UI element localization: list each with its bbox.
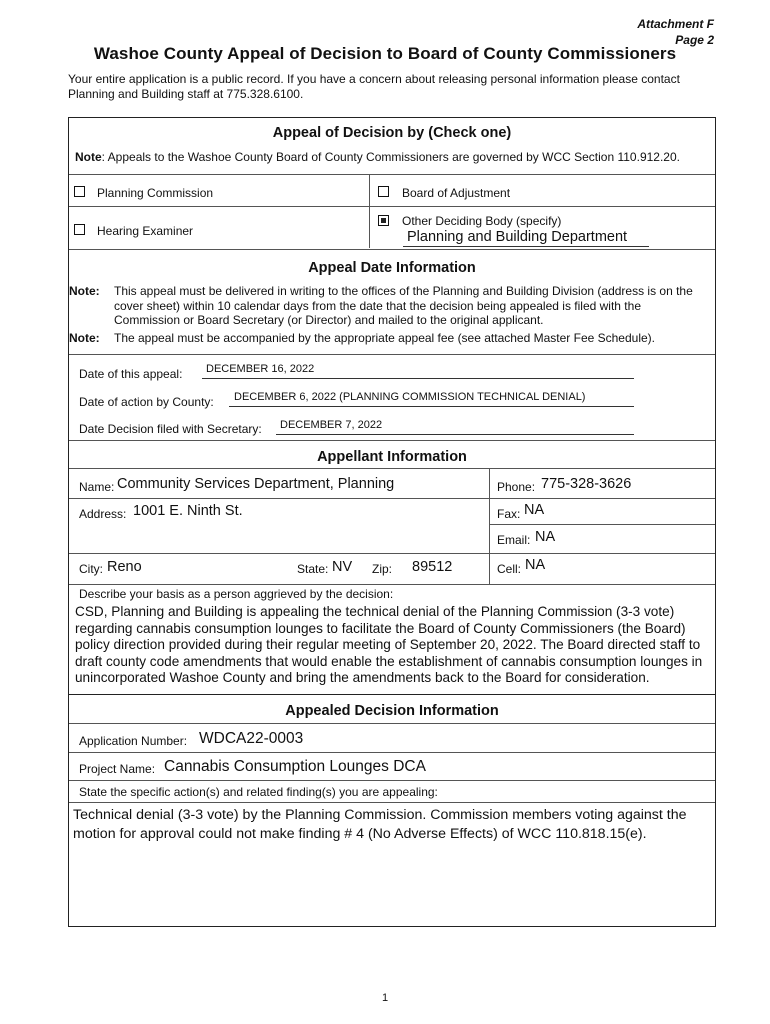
email-value[interactable]: NA xyxy=(535,529,556,545)
city-label: City: xyxy=(79,562,103,576)
planning-commission-checkbox[interactable] xyxy=(74,186,85,197)
basis-text[interactable]: CSD, Planning and Building is appealing the technical denial of the Planning Commission (3-3 vote) regarding cannabis consumption lounges to facilitate the Board of County Commissioners (the Board) policy direction provided during their regular meeting of September 20, 2022. The Board directed staff to draft county code amendments that would enable the establishment of cannabis consumption lounges in unincorporated Washoe County and bring the amendments back to the Board for consideration. xyxy=(75,604,703,685)
underline xyxy=(403,246,649,247)
divider xyxy=(489,468,490,584)
divider xyxy=(489,524,715,525)
project-name-value[interactable]: Cannabis Consumption Lounges DCA xyxy=(164,758,426,775)
date-of-appeal-value[interactable]: DECEMBER 16, 2022 xyxy=(206,363,315,375)
underline xyxy=(202,378,634,379)
planning-commission-label: Planning Commission xyxy=(97,186,214,200)
page-title: Washoe County Appeal of Decision to Board of County Commissioners xyxy=(93,44,677,63)
date-filed-value[interactable]: DECEMBER 7, 2022 xyxy=(280,419,383,431)
state-label: State: xyxy=(297,562,329,576)
appeal-form xyxy=(68,117,716,927)
phone-value[interactable]: 775-328-3626 xyxy=(541,476,632,492)
divider xyxy=(69,752,715,753)
address-value[interactable]: 1001 E. Ninth St. xyxy=(133,503,243,519)
page-number: 1 xyxy=(381,992,389,1004)
fax-label: Fax: xyxy=(497,507,521,521)
appeal-date-heading: Appeal Date Information xyxy=(308,260,476,276)
divider xyxy=(69,354,715,355)
appeal-of-note-label: Note xyxy=(75,150,102,164)
page-label: Page 2 xyxy=(675,33,714,47)
date-filed-label: Date Decision filed with Secretary: xyxy=(79,422,262,436)
underline xyxy=(229,406,634,407)
cell-label: Cell: xyxy=(497,562,522,576)
address-label: Address: xyxy=(79,507,127,521)
cell-value[interactable]: NA xyxy=(525,557,546,573)
appealed-decision-heading: Appealed Decision Information xyxy=(285,703,499,719)
divider xyxy=(69,249,715,250)
intro-text: Your entire application is a public record. If you have a concern about releasing personal information please contact Planning and Building staff at 775.328.6100. xyxy=(68,72,680,101)
application-number-label: Application Number: xyxy=(79,734,188,748)
appeal-date-note2-label: Note: xyxy=(69,331,100,345)
name-label: Name: xyxy=(79,480,115,494)
divider xyxy=(69,780,715,781)
name-value[interactable]: Community Services Department, Planning xyxy=(117,476,395,492)
appeal-date-note2-text: The appeal must be accompanied by the appropriate appeal fee (see attached Master Fee Schedule). xyxy=(114,331,656,345)
appeal-of-note xyxy=(75,150,715,164)
zip-value[interactable]: 89512 xyxy=(412,559,453,575)
date-of-action-value[interactable]: DECEMBER 6, 2022 (PLANNING COMMISSION TECHNICAL DENIAL) xyxy=(234,391,586,403)
divider xyxy=(69,468,715,469)
appeal-of-heading: Appeal of Decision by (Check one) xyxy=(272,125,512,141)
state-value[interactable]: NV xyxy=(332,559,353,575)
appellant-heading: Appellant Information xyxy=(317,449,467,465)
divider xyxy=(69,723,715,724)
zip-label: Zip: xyxy=(372,562,393,576)
application-number-value[interactable]: WDCA22-0003 xyxy=(199,730,304,747)
email-label: Email: xyxy=(497,533,531,547)
board-of-adjustment-label: Board of Adjustment xyxy=(402,186,511,200)
date-of-appeal-label: Date of this appeal: xyxy=(79,367,183,381)
attachment-text: Attachment F xyxy=(637,17,714,31)
divider xyxy=(69,694,715,695)
appeal-date-note1-text: This appeal must be delivered in writing to the offices of the Planning and Building Division (address is on the cover sheet) within 10 calendar days from the date that the decision being appealed is filed with the Commission or Board Secretary (or Director) and mailed to the original applicant. xyxy=(114,284,693,327)
divider xyxy=(69,440,715,441)
appeal-of-note-text: : Appeals to the Washoe County Board of County Commissioners are governed by WCC Section 110.912.20. xyxy=(101,150,680,164)
hearing-examiner-label: Hearing Examiner xyxy=(97,224,194,238)
divider xyxy=(69,498,715,499)
phone-label: Phone: xyxy=(497,480,536,494)
hearing-examiner-checkbox[interactable] xyxy=(74,224,85,235)
project-name-label: Project Name: xyxy=(79,762,156,776)
divider xyxy=(69,206,715,207)
divider xyxy=(69,174,715,175)
other-deciding-body-checkbox[interactable] xyxy=(378,215,389,226)
other-deciding-body-label: Other Deciding Body (specify) xyxy=(402,214,562,228)
appeal-date-note1-label: Note: xyxy=(69,284,100,298)
divider xyxy=(69,553,715,554)
actions-text[interactable]: Technical denial (3-3 vote) by the Planning Commission. Commission members voting against the motion for approval could not make finding # 4 (No Adverse Effects) of WCC 110.818.15(e). xyxy=(73,807,687,842)
underline xyxy=(276,434,634,435)
date-of-action-label: Date of action by County: xyxy=(79,395,214,409)
divider xyxy=(369,174,370,248)
other-deciding-body-value[interactable]: Planning and Building Department xyxy=(407,229,628,245)
actions-label: State the specific action(s) and related finding(s) you are appealing: xyxy=(79,785,438,799)
fax-value[interactable]: NA xyxy=(524,502,545,518)
board-of-adjustment-checkbox[interactable] xyxy=(378,186,389,197)
divider xyxy=(69,802,715,803)
divider xyxy=(69,584,715,585)
basis-label: Describe your basis as a person aggrieved by the decision: xyxy=(79,587,394,601)
city-value[interactable]: Reno xyxy=(107,559,142,575)
